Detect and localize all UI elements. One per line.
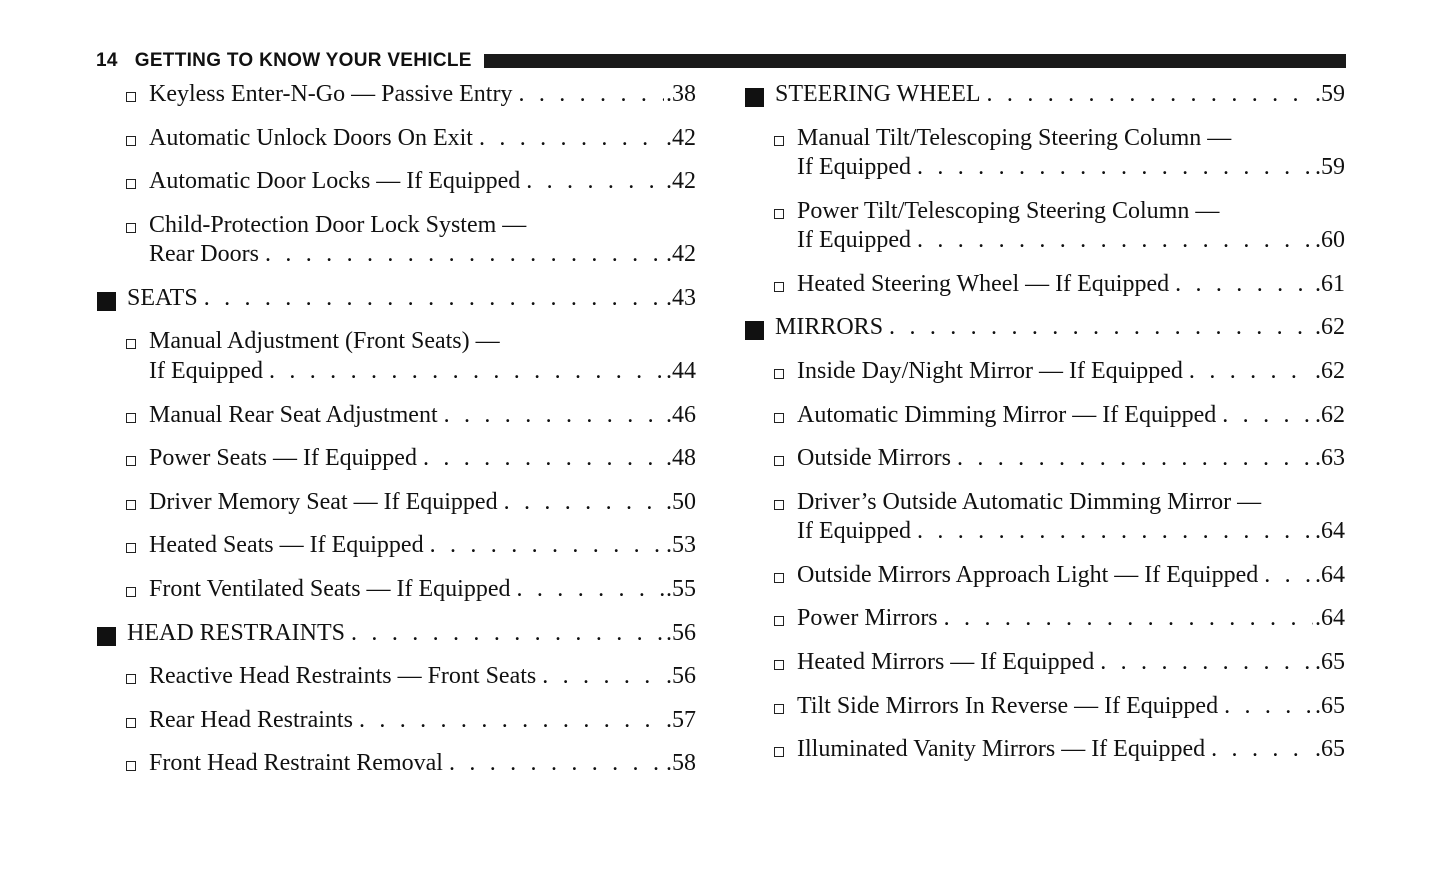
entry-page: .62 bbox=[1315, 357, 1345, 384]
toc-left-column bbox=[96, 80, 696, 793]
hollow-square-bullet-icon bbox=[774, 704, 784, 714]
toc-entry[interactable] bbox=[744, 401, 1345, 431]
toc-entry[interactable] bbox=[96, 124, 696, 154]
entry-title: Driver’s Outside Automatic Dimming Mirror — bbox=[797, 488, 1262, 515]
filled-square-bullet-icon bbox=[97, 627, 116, 646]
toc-entry[interactable] bbox=[96, 167, 696, 197]
entry-page: .42 bbox=[666, 241, 696, 268]
hollow-square-bullet-icon bbox=[774, 136, 784, 146]
section-heading-title: STEERING WHEEL bbox=[775, 81, 981, 107]
entry-title: Power Seats — If Equipped bbox=[149, 445, 417, 472]
dot-leader bbox=[518, 80, 664, 110]
entry-title: Automatic Door Locks — If Equipped bbox=[149, 168, 521, 195]
toc-entry[interactable] bbox=[96, 444, 696, 474]
entry-title: Power Mirrors bbox=[797, 605, 938, 632]
toc-entry[interactable] bbox=[744, 270, 1345, 300]
entry-page: .65 bbox=[1315, 736, 1345, 763]
toc-section-heading[interactable] bbox=[96, 619, 696, 649]
dot-leader bbox=[1224, 692, 1313, 722]
entry-page: .62 bbox=[1315, 314, 1345, 341]
entry-page: .65 bbox=[1315, 649, 1345, 676]
entry-page: .42 bbox=[666, 168, 696, 195]
section-heading-title: MIRRORS bbox=[775, 314, 884, 341]
dot-leader bbox=[430, 531, 664, 561]
entry-page: .58 bbox=[666, 750, 696, 777]
toc-entry[interactable] bbox=[744, 735, 1345, 765]
section-heading-title: SEATS bbox=[127, 284, 198, 311]
header-rule bbox=[484, 54, 1346, 68]
toc-section-heading[interactable] bbox=[744, 313, 1345, 343]
page-header bbox=[96, 50, 1346, 72]
filled-square-bullet-icon bbox=[745, 321, 764, 340]
hollow-square-bullet-icon bbox=[774, 573, 784, 583]
entry-page: .53 bbox=[666, 532, 696, 559]
entry-page: .65 bbox=[1315, 692, 1345, 719]
hollow-square-bullet-icon bbox=[126, 413, 136, 423]
hollow-square-bullet-icon bbox=[126, 761, 136, 771]
entry-page: .63 bbox=[1315, 445, 1345, 472]
page-number: 14 bbox=[96, 50, 118, 71]
dot-leader bbox=[917, 153, 1313, 183]
entry-title: Power Tilt/Telescoping Steering Column — bbox=[797, 197, 1220, 224]
entry-page: .56 bbox=[666, 663, 696, 690]
dot-leader bbox=[444, 401, 664, 431]
dot-leader bbox=[957, 444, 1313, 474]
dot-leader bbox=[1189, 357, 1313, 387]
toc-section-heading[interactable] bbox=[744, 80, 1345, 110]
toc-entry[interactable] bbox=[744, 561, 1345, 591]
dot-leader bbox=[449, 749, 664, 779]
dot-leader bbox=[987, 80, 1313, 110]
hollow-square-bullet-icon bbox=[126, 587, 136, 597]
hollow-square-bullet-icon bbox=[774, 369, 784, 379]
entry-title: Manual Adjustment (Front Seats) — bbox=[149, 328, 500, 355]
dot-leader bbox=[917, 517, 1313, 547]
toc-entry[interactable] bbox=[96, 401, 696, 431]
entry-page: .64 bbox=[1315, 605, 1345, 632]
dot-leader bbox=[423, 444, 664, 474]
entry-title: Front Ventilated Seats — If Equipped bbox=[149, 575, 511, 602]
toc-entry[interactable] bbox=[96, 488, 696, 518]
dot-leader bbox=[1175, 270, 1313, 300]
entry-page: .59 bbox=[1315, 81, 1345, 107]
dot-leader bbox=[917, 226, 1313, 256]
entry-title: Tilt Side Mirrors In Reverse — If Equipped bbox=[797, 692, 1219, 719]
entry-page: .62 bbox=[1315, 401, 1345, 428]
toc-entry[interactable] bbox=[744, 604, 1345, 634]
toc-entry[interactable] bbox=[744, 357, 1345, 387]
hollow-square-bullet-icon bbox=[774, 413, 784, 423]
entry-page: .44 bbox=[666, 357, 696, 384]
hollow-square-bullet-icon bbox=[126, 718, 136, 728]
entry-title: Manual Tilt/Telescoping Steering Column — bbox=[797, 124, 1232, 151]
hollow-square-bullet-icon bbox=[126, 500, 136, 510]
entry-title: Reactive Head Restraints — Front Seats bbox=[149, 663, 537, 690]
entry-title: Front Head Restraint Removal bbox=[149, 750, 443, 777]
hollow-square-bullet-icon bbox=[126, 543, 136, 553]
dot-leader bbox=[1222, 401, 1313, 431]
hollow-square-bullet-icon bbox=[126, 223, 136, 233]
entry-page: .56 bbox=[666, 619, 696, 646]
dot-leader bbox=[542, 662, 664, 692]
entry-page: .60 bbox=[1315, 227, 1345, 254]
entry-page: .61 bbox=[1315, 270, 1345, 297]
entry-title: Heated Seats — If Equipped bbox=[149, 532, 424, 559]
entry-title: Keyless Enter-N-Go — Passive Entry bbox=[149, 81, 513, 107]
entry-title: Rear Head Restraints bbox=[149, 706, 353, 733]
dot-leader bbox=[1100, 648, 1313, 678]
toc-entry[interactable] bbox=[744, 197, 1345, 256]
hollow-square-bullet-icon bbox=[126, 136, 136, 146]
entry-title-continued: If Equipped bbox=[797, 154, 911, 181]
entry-title: Automatic Unlock Doors On Exit bbox=[149, 124, 473, 151]
entry-page: .57 bbox=[666, 706, 696, 733]
toc-right-column bbox=[744, 80, 1345, 779]
entry-page: .55 bbox=[666, 575, 696, 602]
toc-entry[interactable] bbox=[96, 327, 696, 386]
dot-leader bbox=[359, 706, 664, 736]
toc-entry[interactable] bbox=[96, 575, 696, 605]
entry-title: Automatic Dimming Mirror — If Equipped bbox=[797, 401, 1217, 428]
entry-title: Inside Day/Night Mirror — If Equipped bbox=[797, 357, 1183, 384]
section-title: GETTING TO KNOW YOUR VEHICLE bbox=[134, 50, 472, 71]
hollow-square-bullet-icon bbox=[126, 92, 136, 102]
entry-title: Illuminated Vanity Mirrors — If Equipped bbox=[797, 736, 1206, 763]
toc-entry[interactable] bbox=[96, 211, 696, 270]
dot-leader bbox=[269, 357, 664, 387]
dot-leader bbox=[265, 240, 664, 270]
filled-square-bullet-icon bbox=[745, 88, 764, 107]
entry-page: .43 bbox=[666, 284, 696, 311]
dot-leader bbox=[517, 575, 665, 605]
hollow-square-bullet-icon bbox=[774, 209, 784, 219]
entry-title: Driver Memory Seat — If Equipped bbox=[149, 488, 498, 515]
dot-leader bbox=[204, 284, 664, 314]
dot-leader bbox=[1264, 561, 1313, 591]
entry-title-continued: If Equipped bbox=[797, 518, 911, 545]
entry-title-continued: If Equipped bbox=[149, 357, 263, 384]
toc-section-heading[interactable] bbox=[96, 284, 696, 314]
hollow-square-bullet-icon bbox=[774, 747, 784, 757]
toc-entry[interactable] bbox=[96, 662, 696, 692]
dot-leader bbox=[889, 313, 1313, 343]
hollow-square-bullet-icon bbox=[126, 179, 136, 189]
hollow-square-bullet-icon bbox=[126, 674, 136, 684]
hollow-square-bullet-icon bbox=[126, 339, 136, 349]
toc-entry[interactable] bbox=[744, 488, 1345, 547]
dot-leader bbox=[504, 488, 664, 518]
hollow-square-bullet-icon bbox=[774, 500, 784, 510]
section-heading-title: HEAD RESTRAINTS bbox=[127, 619, 346, 646]
toc-entry[interactable] bbox=[744, 692, 1345, 722]
hollow-square-bullet-icon bbox=[126, 456, 136, 466]
dot-leader bbox=[944, 604, 1313, 634]
entry-title: Outside Mirrors bbox=[797, 445, 951, 472]
entry-title: Manual Rear Seat Adjustment bbox=[149, 401, 438, 428]
entry-page: .42 bbox=[666, 124, 696, 151]
entry-title: Outside Mirrors Approach Light — If Equipped bbox=[797, 561, 1259, 588]
toc-entry[interactable] bbox=[96, 531, 696, 561]
hollow-square-bullet-icon bbox=[774, 456, 784, 466]
entry-page: .64 bbox=[1315, 561, 1345, 588]
entry-page: .59 bbox=[1315, 154, 1345, 181]
entry-title-continued: If Equipped bbox=[797, 227, 911, 254]
dot-leader bbox=[1211, 735, 1313, 765]
toc-entry[interactable] bbox=[96, 749, 696, 779]
entry-page: .46 bbox=[666, 401, 696, 428]
hollow-square-bullet-icon bbox=[774, 660, 784, 670]
entry-title: Child-Protection Door Lock System — bbox=[149, 211, 527, 238]
entry-page: .48 bbox=[666, 445, 696, 472]
entry-page: .38 bbox=[666, 81, 696, 107]
hollow-square-bullet-icon bbox=[774, 282, 784, 292]
toc-entry[interactable] bbox=[96, 706, 696, 736]
dot-leader bbox=[351, 619, 664, 649]
toc-entry[interactable] bbox=[744, 124, 1345, 183]
entry-title: Heated Mirrors — If Equipped bbox=[797, 649, 1095, 676]
toc-entry[interactable] bbox=[96, 80, 696, 110]
entry-title: Heated Steering Wheel — If Equipped bbox=[797, 270, 1170, 297]
filled-square-bullet-icon bbox=[97, 292, 116, 311]
entry-page: .50 bbox=[666, 488, 696, 515]
toc-entry[interactable] bbox=[744, 648, 1345, 678]
entry-page: .64 bbox=[1315, 518, 1345, 545]
dot-leader bbox=[479, 124, 664, 154]
hollow-square-bullet-icon bbox=[774, 616, 784, 626]
toc-entry[interactable] bbox=[744, 444, 1345, 474]
entry-title-continued: Rear Doors bbox=[149, 241, 259, 268]
dot-leader bbox=[526, 167, 664, 197]
